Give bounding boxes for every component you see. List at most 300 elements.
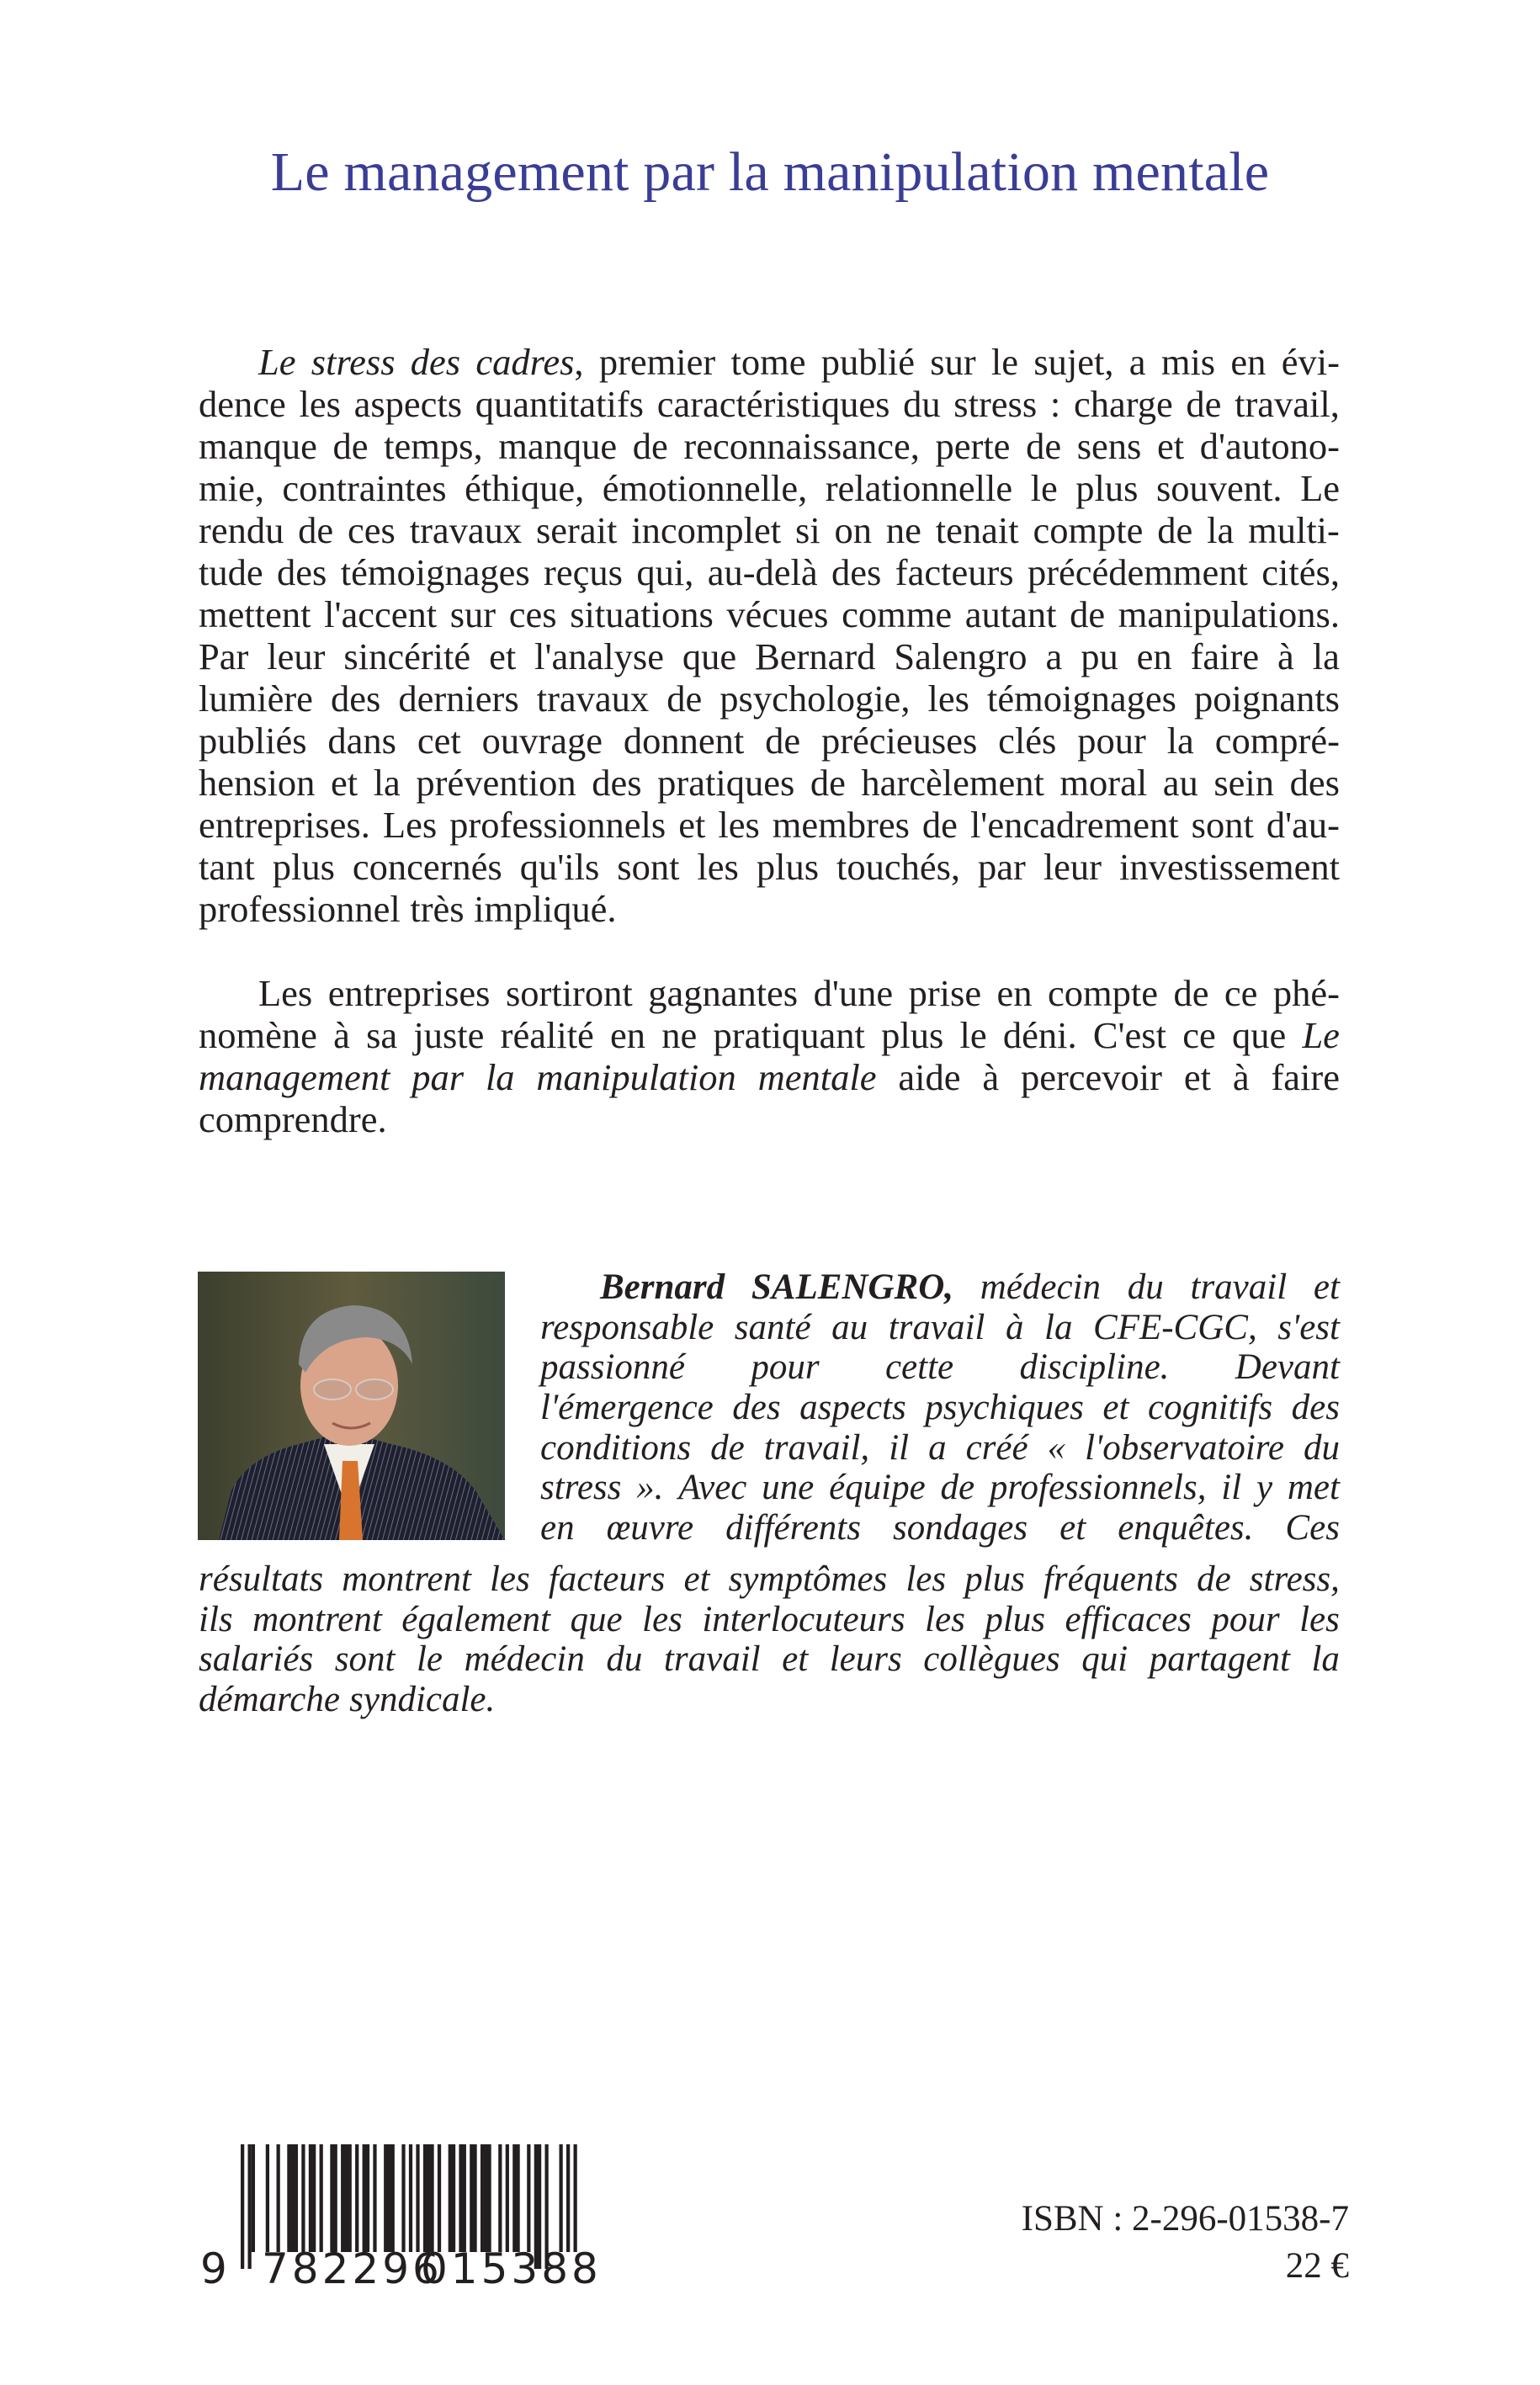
word: créé [965, 1427, 1028, 1468]
word: en [1136, 635, 1172, 677]
word: partagent [1149, 1639, 1290, 1680]
text-line [199, 677, 1340, 720]
word: investissement [1118, 846, 1340, 888]
word: l'observatoire [1085, 1427, 1284, 1468]
word: cet [417, 720, 461, 762]
word: collègues [923, 1639, 1060, 1680]
word: clés [998, 720, 1057, 762]
word: fréquents [1043, 1559, 1179, 1599]
word: stress, [1249, 1559, 1340, 1599]
word: par [978, 846, 1026, 888]
word: de [810, 762, 846, 804]
word: travail [663, 1639, 761, 1680]
word: aide [898, 1056, 961, 1098]
word: qui, [636, 551, 694, 593]
word: plus [272, 846, 335, 888]
word: en [1230, 341, 1267, 383]
word: leur [267, 635, 326, 677]
barcode-digit-first: 9 [200, 2244, 231, 2293]
word: mentale [757, 1056, 877, 1098]
word: stress [540, 1468, 622, 1508]
word: déni. [1002, 1014, 1077, 1056]
word: que [570, 1599, 623, 1639]
author-bio-continued [199, 1559, 1340, 1720]
word: contraintes [282, 467, 447, 509]
synopsis-paragraph-1 [199, 341, 1340, 930]
word: quantitatifs [475, 383, 644, 425]
word: ils [199, 1599, 233, 1639]
word: entreprises [327, 972, 491, 1014]
word: travail [1190, 1267, 1288, 1307]
word: sont [617, 846, 680, 888]
word: multi- [1248, 509, 1340, 551]
word: d'une [813, 972, 894, 1014]
text-line [540, 1508, 1340, 1548]
word: facteurs [548, 1559, 666, 1599]
word: pratiques [657, 762, 795, 804]
word: de [1070, 593, 1106, 635]
word: des [831, 551, 882, 593]
text-line [199, 635, 1340, 677]
word: hension [199, 762, 316, 804]
word: autant [964, 593, 1057, 635]
word: le [990, 341, 1019, 383]
word: lumière [199, 677, 313, 720]
word: qui [1081, 1639, 1128, 1680]
word: à [1277, 635, 1294, 677]
word: des [1289, 762, 1340, 804]
word: touchés, [836, 846, 961, 888]
word: du [1304, 1427, 1340, 1468]
text-line [199, 1680, 1340, 1720]
word: syndicale. [349, 1680, 496, 1720]
word: compré- [1214, 720, 1340, 762]
word: aspects [799, 1388, 906, 1428]
word: au-delà [707, 551, 818, 593]
word: harcèlement [861, 762, 1044, 804]
word: œuvre [606, 1508, 694, 1548]
word: démarche [199, 1680, 340, 1720]
word: pratiquant [713, 1014, 865, 1056]
word: Les [258, 972, 313, 1014]
word: émotionnelle, [602, 467, 808, 509]
word: a [1045, 635, 1063, 677]
word: stress [953, 383, 1038, 425]
word: tant [199, 846, 255, 888]
word: symptômes [728, 1559, 888, 1599]
word: sujet, [1033, 341, 1114, 383]
word: met [1287, 1468, 1340, 1508]
word: : [1049, 383, 1061, 425]
word: le [416, 1639, 443, 1680]
word: en [610, 1014, 646, 1056]
word: impliqué. [474, 888, 617, 930]
text-line [540, 1308, 1340, 1348]
word: et [678, 804, 706, 846]
word: y [1256, 1468, 1273, 1508]
word: de [710, 1427, 745, 1468]
word: s'est [1277, 1307, 1340, 1347]
word: ». [636, 1468, 664, 1508]
word: la [1312, 635, 1340, 677]
word: nomène [199, 1014, 317, 1056]
word: si [795, 509, 820, 551]
word: mettent [199, 593, 311, 635]
text-line [540, 1388, 1340, 1428]
word: efficaces [1065, 1599, 1192, 1639]
word: pour [1077, 720, 1146, 762]
word: des [592, 762, 642, 804]
word: ouvrage [481, 720, 603, 762]
word: concernés [352, 846, 502, 888]
word: sens [1076, 425, 1142, 467]
word: le [959, 1014, 987, 1056]
word: et [1313, 1267, 1340, 1307]
word: et [1102, 1388, 1129, 1428]
word: d'autono- [1199, 425, 1340, 467]
word: que [682, 635, 737, 677]
word: qu'ils [519, 846, 600, 888]
word: travail, [1235, 383, 1340, 425]
word: montrent [342, 1559, 471, 1599]
word: reconnaissance, [683, 425, 920, 467]
word: et [782, 1639, 809, 1680]
word: leurs [829, 1639, 902, 1680]
word: de [921, 804, 958, 846]
word: des [1291, 1388, 1340, 1428]
word: médecin [980, 1267, 1102, 1307]
word: l'émergence [540, 1388, 714, 1428]
word: management [199, 1056, 390, 1098]
word: juste [413, 1014, 485, 1056]
word: comprendre. [199, 1098, 387, 1140]
word: de [1157, 509, 1193, 551]
text-line [199, 425, 1340, 467]
word: à [982, 1056, 1000, 1098]
word: comme [842, 593, 953, 635]
word: médecin [464, 1639, 585, 1680]
word: la [485, 1056, 515, 1098]
word: passionné [540, 1347, 685, 1388]
word: premier [598, 341, 716, 383]
word: l'encadrement [969, 804, 1179, 846]
word: Devant [1235, 1347, 1340, 1388]
word: conditions [540, 1427, 692, 1468]
synopsis-paragraph-2 [199, 972, 1340, 1140]
word: sortiront [505, 972, 633, 1014]
word: Le [1300, 467, 1340, 509]
text-line [199, 1056, 1340, 1098]
word: enquêtes. [1118, 1508, 1254, 1548]
word: psychologie, [720, 677, 911, 720]
isbn-number: ISBN : 2-296-01538-7 [1021, 2199, 1349, 2239]
word: leur [1043, 846, 1102, 888]
word: moral [1059, 762, 1148, 804]
word: au [1162, 762, 1198, 804]
word: les [905, 1559, 947, 1599]
word: sur [930, 341, 976, 383]
word: à [1005, 1307, 1024, 1347]
word: entreprises. [199, 804, 370, 846]
text-line [540, 1347, 1340, 1388]
word: des [277, 551, 327, 593]
word: sincérité [343, 635, 471, 677]
word: Ces [1285, 1508, 1340, 1548]
word: compte [1033, 509, 1144, 551]
word: la [1166, 720, 1194, 762]
word: cette [884, 1347, 954, 1388]
word: sont [1191, 804, 1254, 846]
word: du [903, 383, 941, 425]
word: du [1127, 1267, 1164, 1307]
word: salariés [199, 1639, 314, 1680]
author-bio-beside-photo [540, 1267, 1340, 1548]
word: du [606, 1639, 643, 1680]
word: les [697, 846, 739, 888]
word: incomplet [631, 509, 782, 551]
word: tude [199, 551, 263, 593]
word: Le [1302, 1014, 1340, 1056]
word: percevoir [1020, 1056, 1162, 1098]
word: mie, [199, 467, 264, 509]
word: plus [985, 1599, 1045, 1639]
word: travaux [409, 509, 523, 551]
barcode-digits-group-2: 015388 [421, 2244, 602, 2293]
word: poignants [1193, 677, 1340, 720]
word: charge [1073, 383, 1173, 425]
word: de [940, 1468, 975, 1508]
word: sondages [893, 1508, 1028, 1548]
book-title [0, 135, 1540, 210]
text-line [199, 1600, 1340, 1640]
word: ce [1182, 1014, 1216, 1056]
word: la [373, 762, 401, 804]
word: une [762, 1468, 815, 1508]
word: de [298, 509, 334, 551]
text-line [199, 762, 1340, 804]
word: Avec [678, 1468, 747, 1508]
word: et [1183, 1056, 1211, 1098]
word: au [831, 1307, 868, 1347]
word: les [925, 1599, 965, 1639]
word: C'est [1092, 1014, 1166, 1056]
word: des [330, 677, 381, 720]
word: CFE-CGC, [1093, 1307, 1257, 1347]
word: Bernard [600, 1267, 725, 1307]
word: à [333, 1014, 350, 1056]
word: compte [1048, 972, 1158, 1014]
word: sa [366, 1014, 398, 1056]
word: la [1207, 509, 1235, 551]
word: des [732, 1388, 781, 1428]
word: travail [888, 1307, 985, 1347]
word: Le [258, 341, 296, 383]
word: relationnelle [825, 467, 1013, 509]
word: évi- [1281, 341, 1340, 383]
word: ce [1224, 972, 1258, 1014]
word: serait [535, 509, 618, 551]
word: a [1128, 341, 1146, 383]
word: manipulations. [1118, 593, 1340, 635]
text-line [199, 593, 1340, 635]
word: précédemment [1027, 551, 1248, 593]
author-photo [198, 1272, 505, 1540]
word: phé- [1272, 972, 1340, 1014]
word: responsable [540, 1307, 714, 1347]
text-line [199, 888, 1340, 930]
word: temps, [384, 425, 483, 467]
word: de [666, 677, 703, 720]
word: gagnantes [648, 972, 799, 1014]
word: discipline. [1019, 1347, 1170, 1388]
price: 22 € [1285, 2246, 1349, 2286]
word: situations [570, 593, 714, 635]
text-line [199, 509, 1340, 551]
word: sein [1213, 762, 1275, 804]
word: et [489, 635, 517, 677]
word: précieuses [820, 720, 978, 762]
word: dence [199, 383, 286, 425]
word: il [889, 1427, 910, 1468]
word: ces [508, 593, 557, 635]
word: plus [964, 1559, 1025, 1599]
word: cognitifs [1147, 1388, 1273, 1428]
word: travail, [763, 1427, 870, 1468]
word: le [1030, 467, 1058, 509]
text-line [199, 846, 1340, 888]
word: plus [1075, 467, 1139, 509]
word: de [1186, 383, 1222, 425]
word: l'accent [324, 593, 438, 635]
word: dans [327, 720, 396, 762]
word: donnent [623, 720, 745, 762]
word: pour [1211, 1599, 1280, 1639]
word: sont [334, 1639, 396, 1680]
author-portrait-icon [198, 1272, 505, 1540]
word: manipulation [536, 1056, 736, 1098]
word: interlocuteurs [702, 1599, 905, 1639]
word: SALENGRO, [751, 1267, 954, 1307]
word: les [718, 804, 760, 846]
word: perte [935, 425, 1011, 467]
word: ces [348, 509, 396, 551]
word: rendu [199, 509, 284, 551]
word: facteurs [895, 551, 1014, 593]
text-line [540, 1428, 1340, 1469]
word: les [299, 383, 341, 425]
word: les [927, 677, 969, 720]
word: très [410, 888, 465, 930]
word: cadres, [475, 341, 584, 383]
word: des [410, 341, 461, 383]
text-line [199, 341, 1340, 383]
word: plus [756, 846, 820, 888]
word: en [540, 1508, 575, 1548]
word: de [1173, 972, 1209, 1014]
word: ne [885, 509, 921, 551]
word: que [1231, 1014, 1287, 1056]
word: publiés [199, 720, 307, 762]
word: vécues [726, 593, 829, 635]
text-line [199, 467, 1340, 509]
word: pu [1081, 635, 1118, 677]
text-line [199, 804, 1340, 846]
word: plus [881, 1014, 944, 1056]
word: équipe [829, 1468, 926, 1508]
word: résultats [199, 1559, 324, 1599]
word: ne [661, 1014, 698, 1056]
word: santé [734, 1307, 811, 1347]
word: travaux [536, 677, 650, 720]
word: l'analyse [534, 635, 664, 677]
word: il [1221, 1468, 1242, 1508]
word: les [489, 1559, 530, 1599]
word: les [1299, 1599, 1340, 1639]
word: à [1232, 1056, 1250, 1098]
word: sur [449, 593, 497, 635]
word: de [632, 425, 668, 467]
word: et [683, 1559, 710, 1599]
word: témoignages [340, 551, 530, 593]
word: et [331, 762, 358, 804]
word: de [1026, 425, 1062, 467]
word: également [401, 1599, 550, 1639]
word: d'au- [1266, 804, 1340, 846]
text-line [540, 1468, 1340, 1508]
word: publié [820, 341, 915, 383]
book-title-text: Le management par la manipulation mentale [270, 141, 1270, 203]
word: et [1157, 425, 1185, 467]
word: aspects [353, 383, 463, 425]
word: mis [1160, 341, 1216, 383]
word: souvent. [1155, 467, 1282, 509]
text-line [199, 383, 1340, 425]
word: témoignages [986, 677, 1176, 720]
word: Bernard [755, 635, 876, 677]
word: derniers [398, 677, 519, 720]
word: tome [730, 341, 806, 383]
word: cités, [1261, 551, 1340, 593]
word: a [928, 1427, 947, 1468]
word: de [1197, 1559, 1231, 1599]
word: professionnels [449, 804, 666, 846]
word: pour [751, 1347, 820, 1388]
word: manque [498, 425, 618, 467]
word: éthique, [465, 467, 585, 509]
word: de [765, 720, 801, 762]
word: Salengro [894, 635, 1028, 677]
word: on [834, 509, 873, 551]
text-line [199, 551, 1340, 593]
word: tenait [935, 509, 1019, 551]
word: faire [1190, 635, 1260, 677]
text-line [199, 1639, 1340, 1680]
word: en [996, 972, 1033, 1014]
word: reçus [544, 551, 623, 593]
word: « [1047, 1427, 1066, 1468]
text-line [199, 1014, 1340, 1056]
text-line [199, 1098, 1340, 1140]
word: Par [199, 635, 249, 677]
word: faire [1271, 1056, 1340, 1098]
word: prise [908, 972, 982, 1014]
word: et [1059, 1508, 1086, 1548]
word: caractéristiques [656, 383, 890, 425]
word: montrent [252, 1599, 382, 1639]
word: différents [725, 1508, 861, 1548]
word: prévention [416, 762, 576, 804]
word: membres [772, 804, 910, 846]
